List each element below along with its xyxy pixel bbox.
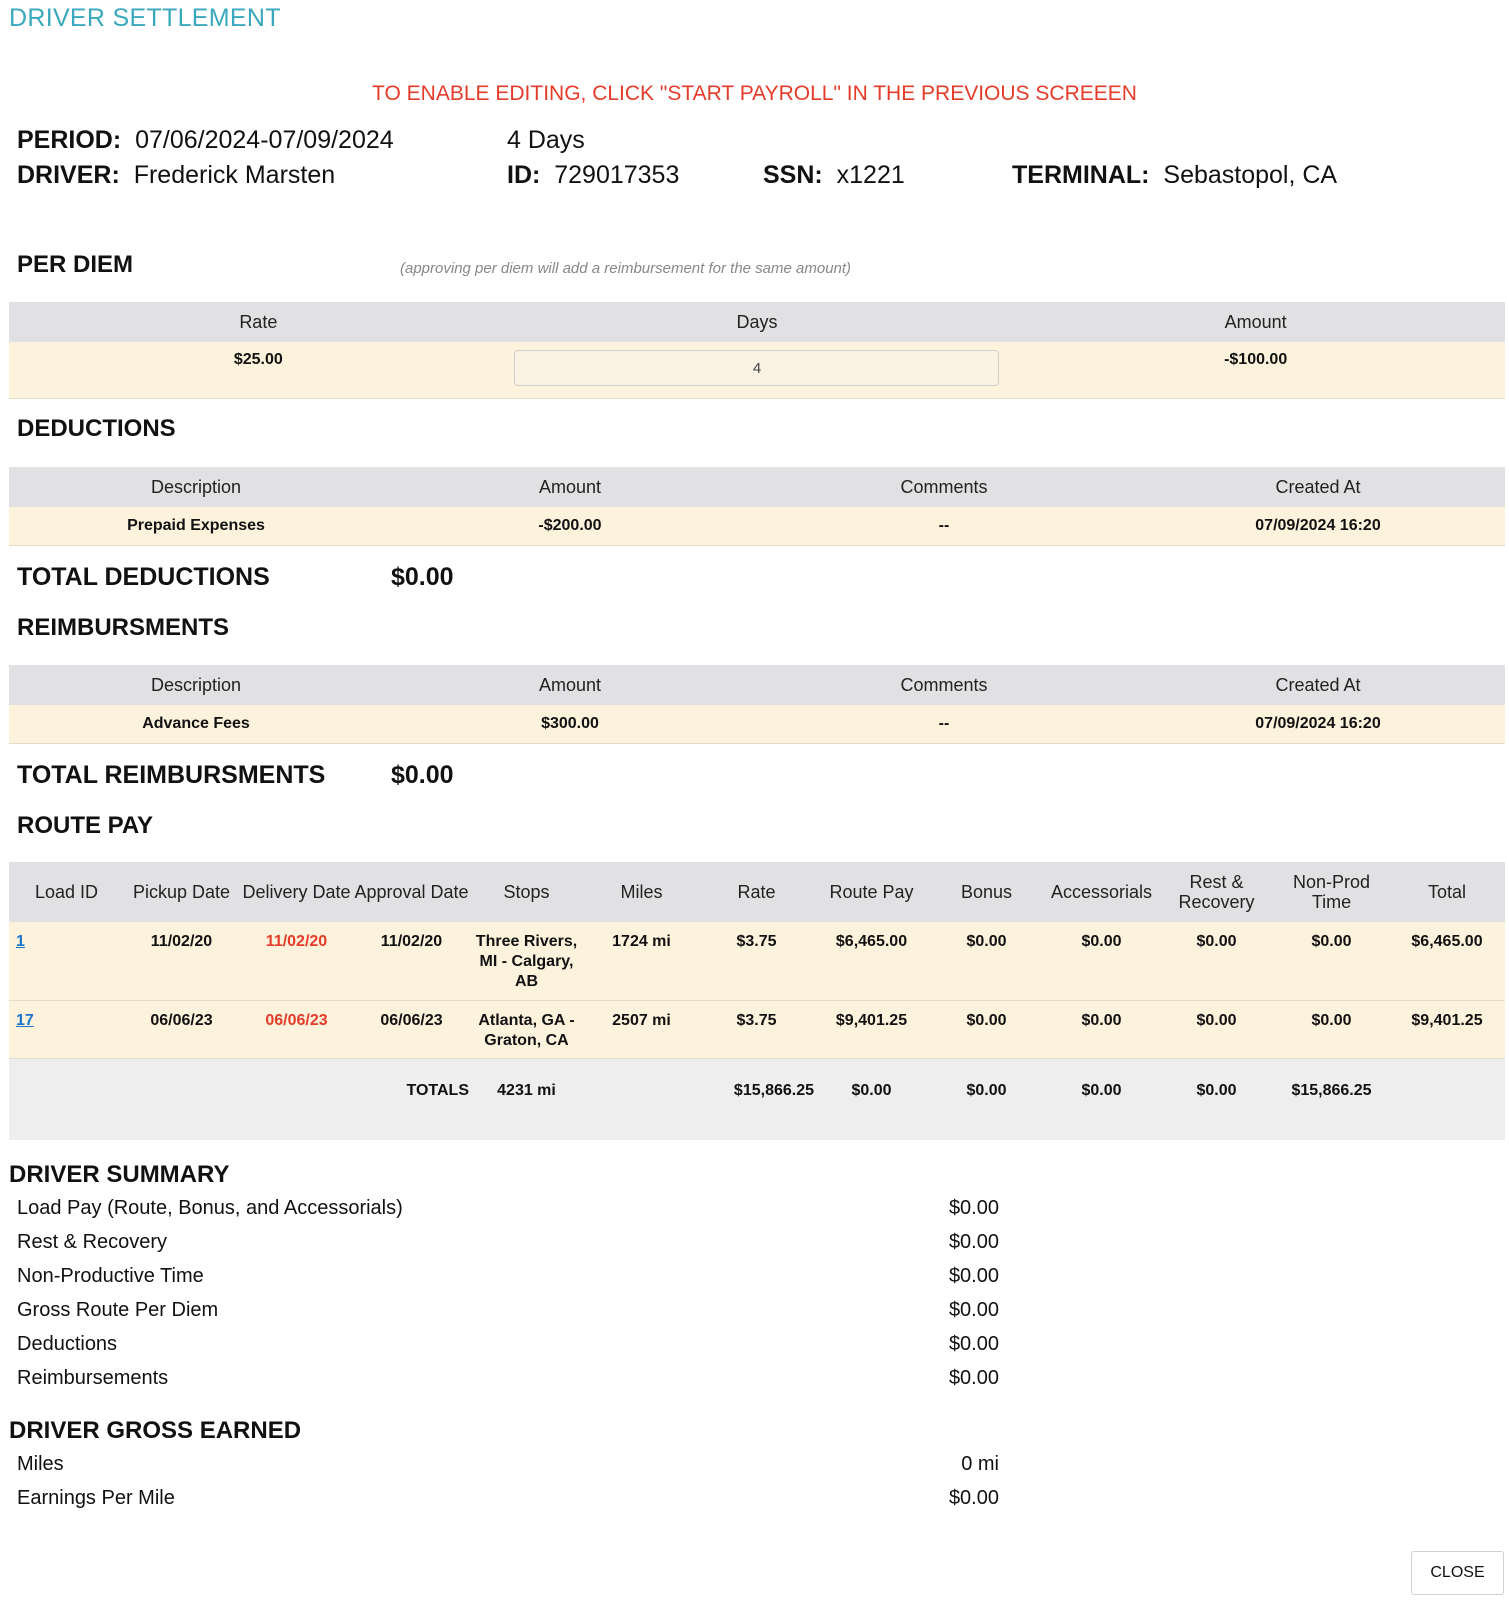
totals-rest-recovery: $0.00 [1044, 1058, 1159, 1140]
period-info [17, 126, 394, 155]
totals-spacer [124, 1058, 239, 1140]
miles: 1724 mi [584, 922, 699, 1000]
load-id-cell [9, 922, 124, 1000]
per-diem-days-input[interactable] [514, 350, 999, 386]
bonus: $0.00 [929, 1000, 1044, 1058]
total-reimbursements-value: $0.00 [391, 761, 454, 789]
gross-value-miles: 0 mi [961, 1453, 999, 1475]
col-accessorials: Accessorials [1044, 862, 1159, 922]
summary-label-non-productive: Non-Productive Time [17, 1265, 204, 1287]
summary-value-reimbursements: $0.00 [948, 1367, 999, 1389]
col-total: Total [1389, 862, 1505, 922]
col-pickup-date: Pickup Date [124, 862, 239, 922]
deduction-created-at: 07/09/2024 16:20 [1131, 507, 1505, 545]
miles: 2507 mi [584, 1000, 699, 1058]
summary-value-non-productive: $0.00 [948, 1265, 999, 1287]
driver-summary-title: DRIVER SUMMARY [9, 1161, 230, 1188]
total-reimbursements-label: TOTAL REIMBURSMENTS [17, 761, 326, 789]
per-diem-amount: -$100.00 [1006, 342, 1505, 398]
totals-row [9, 1058, 1505, 1140]
totals-non-prod-time: $0.00 [1159, 1058, 1274, 1140]
period-label: PERIOD: [17, 126, 122, 154]
route-pay-title: ROUTE PAY [17, 812, 154, 839]
per-diem-header-row [9, 302, 1505, 342]
summary-label-rest-recovery: Rest & Recovery [17, 1231, 168, 1253]
rest-recovery: $0.00 [1159, 922, 1274, 1000]
non-prod-time: $0.00 [1274, 1000, 1389, 1058]
col-delivery-date: Delivery Date [239, 862, 354, 922]
totals-spacer [9, 1058, 124, 1140]
load-id-link[interactable]: 17 [16, 1011, 34, 1029]
totals-label: TOTALS [354, 1058, 469, 1140]
summary-label-load-pay: Load Pay (Route, Bonus, and Accessorials) [17, 1197, 403, 1219]
gross-earned-title: DRIVER GROSS EARNED [9, 1417, 302, 1444]
gross-value-earnings-per-mile: $0.00 [948, 1487, 999, 1509]
id-info [507, 161, 679, 190]
load-id-link[interactable]: 1 [16, 933, 25, 950]
summary-label-gross-per-diem: Gross Route Per Diem [17, 1299, 219, 1321]
stops: Atlanta, GA - Graton, CA [469, 1000, 584, 1058]
col-rest-recovery: Rest & Recovery [1159, 862, 1274, 922]
totals-miles: 4231 mi [469, 1058, 584, 1140]
reimbursements-title: REIMBURSMENTS [17, 614, 230, 641]
total-deductions-value: $0.00 [391, 563, 454, 591]
route-pay-header-row [9, 862, 1505, 922]
col-amount: Amount [1006, 302, 1505, 342]
col-description: Description [9, 665, 383, 705]
load-id-cell [9, 1000, 124, 1058]
bonus: $0.00 [929, 922, 1044, 1000]
per-diem-note: (approving per diem will add a reimbursement for the same amount) [400, 260, 852, 277]
reimbursement-comments: -- [757, 705, 1131, 743]
col-approval-date: Approval Date [354, 862, 469, 922]
close-button[interactable]: CLOSE [1411, 1551, 1504, 1595]
table-row [9, 507, 1505, 545]
summary-value-deductions: $0.00 [948, 1333, 999, 1355]
deduction-amount: -$200.00 [383, 507, 757, 545]
col-amount: Amount [383, 467, 757, 507]
summary-value-rest-recovery: $0.00 [948, 1231, 999, 1253]
stops: Three Rivers, MI - Calgary, AB [469, 922, 584, 1000]
deductions-header-row [9, 467, 1505, 507]
col-comments: Comments [757, 665, 1131, 705]
page-title: DRIVER SETTLEMENT [9, 4, 281, 32]
id-label: ID: [507, 161, 541, 189]
col-amount: Amount [383, 665, 757, 705]
route-pay: $6,465.00 [814, 922, 929, 1000]
reimbursements-header-row [9, 665, 1505, 705]
accessorials: $0.00 [1044, 1000, 1159, 1058]
id-value: 729017353 [554, 161, 680, 189]
terminal-value: Sebastopol, CA [1163, 161, 1338, 189]
totals-spacer [1389, 1058, 1505, 1140]
driver-label: DRIVER: [17, 161, 120, 189]
reimbursements-table [9, 665, 1505, 744]
ssn-value: x1221 [836, 161, 905, 189]
rest-recovery: $0.00 [1159, 1000, 1274, 1058]
table-row [9, 922, 1505, 1000]
table-row [9, 705, 1505, 743]
totals-total: $15,866.25 [1274, 1058, 1389, 1140]
rate: $3.75 [699, 1000, 814, 1058]
col-comments: Comments [757, 467, 1131, 507]
per-diem-table [9, 302, 1505, 399]
delivery-date: 06/06/23 [239, 1000, 354, 1058]
col-rate: Rate [699, 862, 814, 922]
deduction-description: Prepaid Expenses [9, 507, 383, 545]
editing-warning: TO ENABLE EDITING, CLICK "START PAYROLL" IN THE PREVIOUS SCREEEN [372, 82, 1137, 105]
route-pay: $9,401.25 [814, 1000, 929, 1058]
col-bonus: Bonus [929, 862, 1044, 922]
route-pay-table [9, 862, 1505, 1140]
totals-bonus: $0.00 [814, 1058, 929, 1140]
deductions-title: DEDUCTIONS [17, 415, 176, 442]
summary-label-reimbursements: Reimbursements [17, 1367, 169, 1389]
per-diem-row [9, 342, 1505, 398]
col-created-at: Created At [1131, 665, 1505, 705]
terminal-label: TERMINAL: [1012, 161, 1150, 189]
deduction-comments: -- [757, 507, 1131, 545]
summary-value-load-pay: $0.00 [948, 1197, 999, 1219]
delivery-date: 11/02/20 [239, 922, 354, 1000]
reimbursement-created-at: 07/09/2024 16:20 [1131, 705, 1505, 743]
reimbursement-amount: $300.00 [383, 705, 757, 743]
table-row [9, 1000, 1505, 1058]
col-rate: Rate [9, 302, 508, 342]
summary-label-deductions: Deductions [17, 1333, 118, 1355]
reimbursement-description: Advance Fees [9, 705, 383, 743]
col-created-at: Created At [1131, 467, 1505, 507]
total: $6,465.00 [1389, 922, 1505, 1000]
totals-spacer [239, 1058, 354, 1140]
ssn-info [763, 161, 905, 190]
driver-name: Frederick Marsten [133, 161, 336, 189]
gross-label-miles: Miles [17, 1453, 64, 1475]
col-stops: Stops [469, 862, 584, 922]
col-non-prod-time: Non-Prod Time [1274, 862, 1389, 922]
totals-accessorials: $0.00 [929, 1058, 1044, 1140]
driver-info [17, 161, 335, 190]
col-route-pay: Route Pay [814, 862, 929, 922]
totals-route-pay: $15,866.25 [699, 1058, 814, 1140]
per-diem-rate: $25.00 [9, 342, 508, 398]
totals-spacer [584, 1058, 699, 1140]
col-load-id: Load ID [9, 862, 124, 922]
col-miles: Miles [584, 862, 699, 922]
col-description: Description [9, 467, 383, 507]
non-prod-time: $0.00 [1274, 922, 1389, 1000]
per-diem-days-cell [508, 342, 1007, 398]
total: $9,401.25 [1389, 1000, 1505, 1058]
period-days: 4 Days [507, 126, 585, 154]
deductions-table [9, 467, 1505, 546]
total-deductions-label: TOTAL DEDUCTIONS [17, 563, 270, 591]
per-diem-title: PER DIEM [17, 251, 134, 278]
summary-value-gross-per-diem: $0.00 [948, 1299, 999, 1321]
ssn-label: SSN: [763, 161, 823, 189]
rate: $3.75 [699, 922, 814, 1000]
terminal-info [1012, 161, 1337, 190]
approval-date: 11/02/20 [354, 922, 469, 1000]
col-days: Days [508, 302, 1007, 342]
pickup-date: 11/02/20 [124, 922, 239, 1000]
gross-label-earnings-per-mile: Earnings Per Mile [17, 1487, 175, 1509]
approval-date: 06/06/23 [354, 1000, 469, 1058]
accessorials: $0.00 [1044, 922, 1159, 1000]
pickup-date: 06/06/23 [124, 1000, 239, 1058]
period-value: 07/06/2024-07/09/2024 [135, 126, 394, 154]
